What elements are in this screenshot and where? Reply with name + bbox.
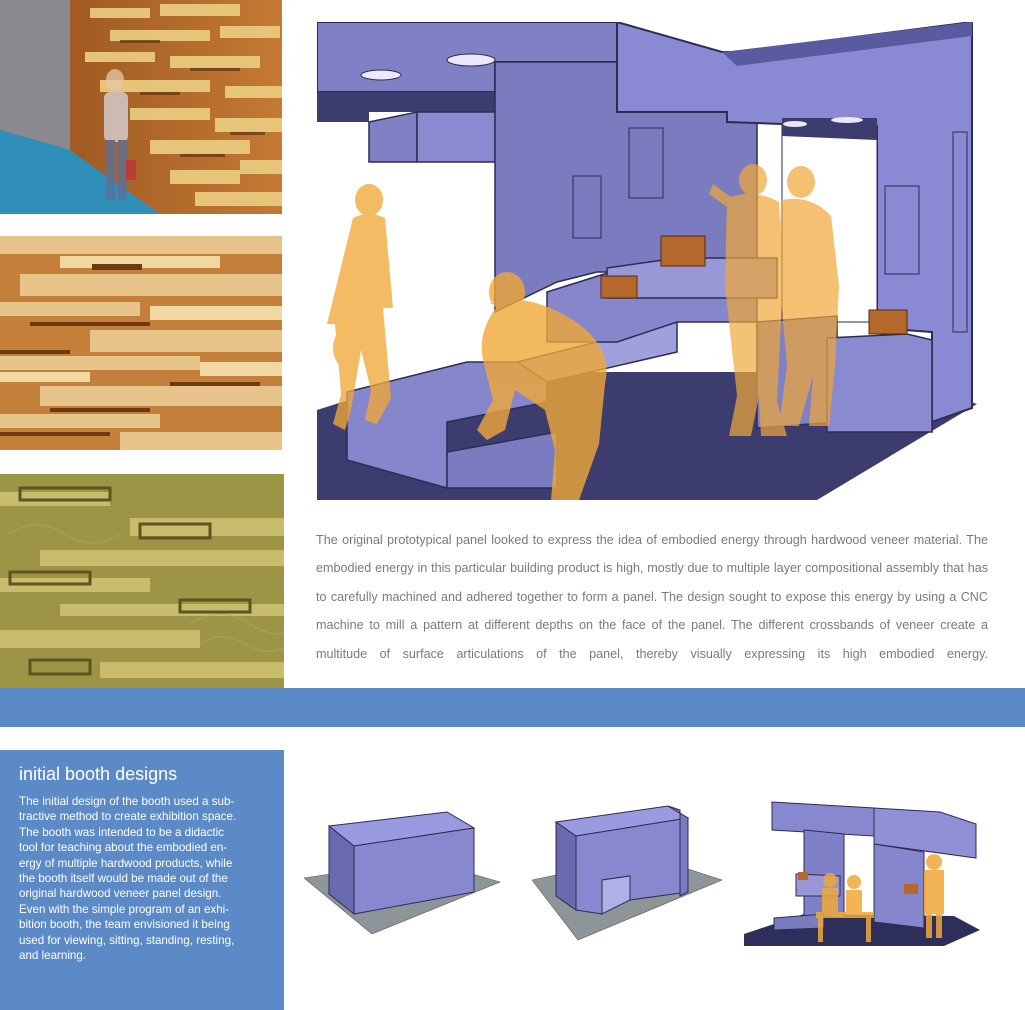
booth-rendering bbox=[317, 22, 977, 500]
design-sketch-booth bbox=[744, 798, 980, 946]
veneer-panel-photo bbox=[0, 236, 282, 450]
design-sketch-subtracted bbox=[532, 800, 724, 942]
section-divider-band bbox=[0, 688, 1025, 727]
section-body: The initial design of the booth used a sub- tractive method to create exhibition space. The booth was intended to be a didactic tool for teaching about the embodied en- ergy of multiple hardwood products, while the booth itself would be made out of the original hardwood veneer panel design. Even with the simple program of an exhi- bition booth, the team envisioned it being used for viewing, sitting, standing, resting, and learning. bbox=[19, 795, 237, 963]
design-sketch-block bbox=[304, 810, 502, 934]
section-title: initial booth designs bbox=[19, 764, 178, 784]
milled-panel-photo bbox=[0, 474, 284, 688]
corridor-wall-photo bbox=[0, 0, 282, 214]
panel-description: The original prototypical panel looked to express the idea of embodied energy through hardwood veneer material. The embodied energy in this particular building product is high, mostly due to multiple layer compositional assembly that has to carefully machined and adhered together to form a panel. The design sought to expose this energy by using a CNC machine to mill a pattern at different depths on the face of the panel. The different crossbands of veneer create a multitude of surface articulations of the panel, thereby visually expressing its high embodied energy. bbox=[316, 533, 988, 661]
